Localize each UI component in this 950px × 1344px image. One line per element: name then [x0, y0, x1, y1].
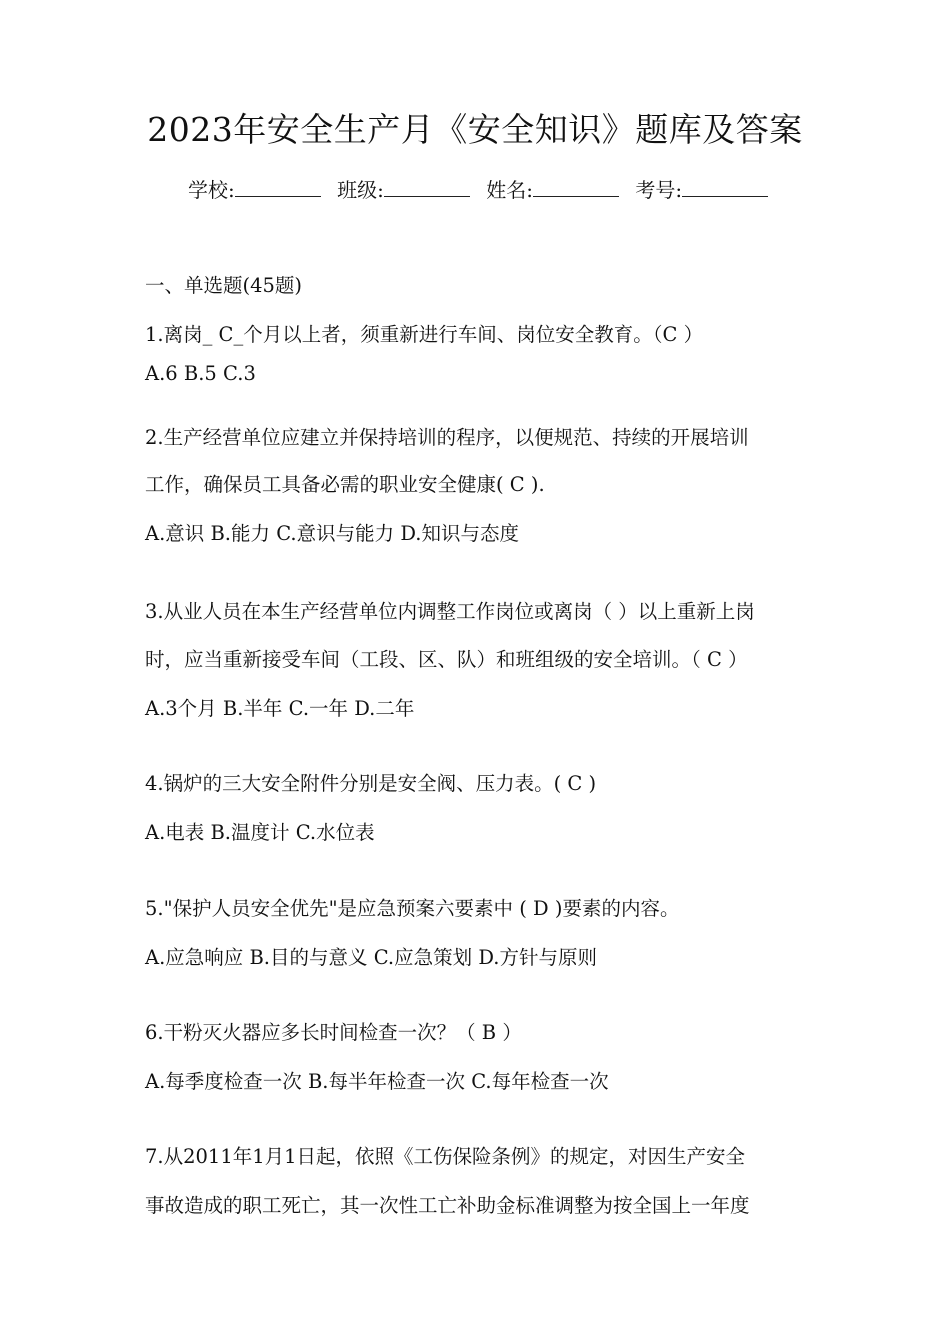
class-blank[interactable] — [384, 178, 470, 197]
question-6-text: 6.干粉灭火器应多长时间检查一次？（ B ） — [145, 1021, 522, 1044]
name-blank[interactable] — [533, 178, 619, 197]
question-4-text: 4.锅炉的三大安全附件分别是安全阀、压力表。( C ) — [145, 772, 597, 795]
class-label: 班级: — [337, 178, 384, 202]
question-7-text-line-1: 7.从2011年1月1日起，依照《工伤保险条例》的规定，对因生产安全 — [145, 1145, 746, 1168]
exam-number-label: 考号: — [635, 178, 683, 202]
question-7-text-line-2: 事故造成的职工死亡，其一次性工亡补助金标准调整为按全国上一年度 — [145, 1194, 750, 1217]
question-2-text-line-1: 2.生产经营单位应建立并保持培训的程序，以便规范、持续的开展培训 — [145, 426, 749, 449]
question-1-text: 1.离岗_ C_个月以上者，须重新进行车间、岗位安全教育。（C ） — [145, 323, 704, 346]
question-4-options: A.电表 B.温度计 C.水位表 — [145, 821, 375, 844]
question-1-options: A.6 B.5 C.3 — [145, 362, 256, 385]
question-3-options: A.3个月 B.半年 C.一年 D.二年 — [145, 697, 415, 720]
question-6-options: A.每季度检查一次 B.每半年检查一次 C.每年检查一次 — [145, 1070, 609, 1093]
school-label: 学校: — [188, 178, 235, 202]
question-2-options: A.意识 B.能力 C.意识与能力 D.知识与态度 — [145, 522, 519, 545]
question-2-text-line-2: 工作，确保员工具备必需的职业安全健康( C ). — [145, 473, 545, 496]
section-heading: 一、单选题(45题) — [145, 274, 303, 297]
school-blank[interactable] — [235, 178, 321, 197]
document-title: 2023年安全生产月《安全知识》题库及答案 — [147, 110, 803, 149]
exam-number-blank[interactable] — [682, 178, 768, 197]
name-label: 姓名: — [486, 178, 533, 202]
student-info-line — [188, 174, 778, 203]
question-3-text-line-1: 3.从业人员在本生产经营单位内调整工作岗位或离岗（ ）以上重新上岗 — [145, 600, 755, 623]
question-5-text: 5."保护人员安全优先"是应急预案六要素中 ( D )要素的内容。 — [145, 897, 680, 920]
question-5-options: A.应急响应 B.目的与意义 C.应急策划 D.方针与原则 — [145, 946, 597, 969]
question-3-text-line-2: 时，应当重新接受车间（工段、区、队）和班组级的安全培训。（ C ） — [145, 648, 748, 671]
